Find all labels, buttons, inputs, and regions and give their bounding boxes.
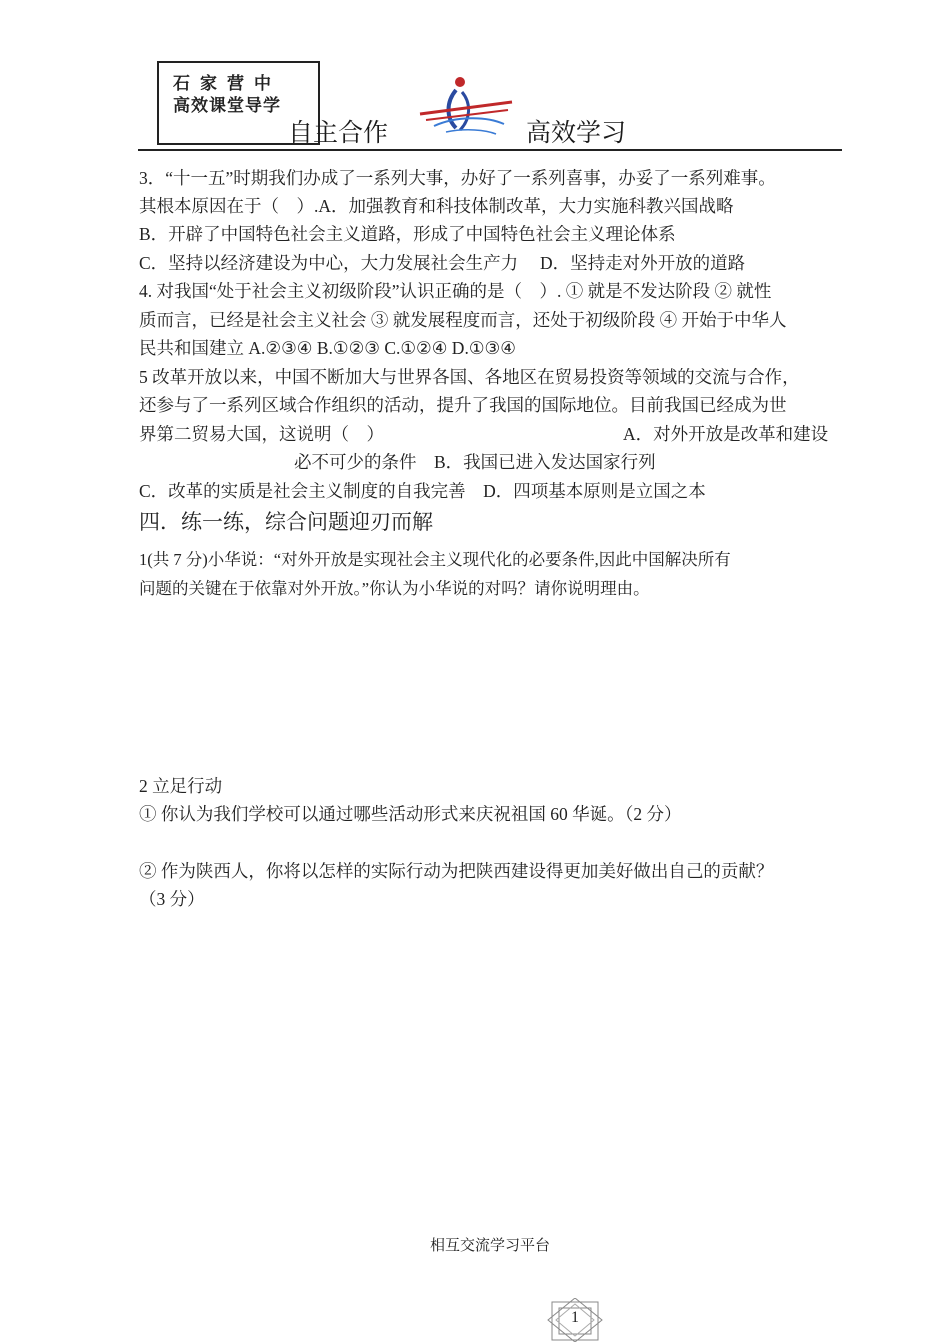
- item1-line-2: 问题的关键在于依靠对外开放。”你认为小华说的对吗？请你说明理由。: [139, 579, 650, 598]
- q4-line-3: 民共和国建立 A.②③④ B.①②③ C.①②④ D.①③④: [139, 338, 516, 358]
- q3-line-2: 其根本原因在于（ ）.A．加强教育和科技体制改革，大力实施科教兴国战略: [139, 196, 734, 216]
- q5-option-a-cont: 必不可少的条件 B．我国已进入发达国家行列: [294, 452, 656, 472]
- q4-line-2: 质而言，已经是社会主义社会 ③ 就发展程度而言，还处于初级阶段 ④ 开始于中华人: [139, 310, 787, 330]
- school-logo-icon: [416, 68, 516, 140]
- q5-line-3: 界第二贸易大国，这说明（ ）: [139, 424, 384, 444]
- page-number: 1: [571, 1309, 579, 1326]
- footer-text: 相互交流学习平台: [429, 1238, 550, 1254]
- section-title: 四．练一练，综合问题迎刃而解: [139, 510, 433, 534]
- item2-question-a: ① 你认为我们学校可以通过哪些活动形式来庆祝祖国 60 华诞。（2 分）: [139, 804, 682, 824]
- q3-option-b: B．开辟了中国特色社会主义道路，形成了中国特色社会主义理论体系: [139, 224, 676, 244]
- item1-line-1: 1(共 7 分)小华说：“对外开放是实现社会主义现代化的必要条件,因此中国解决所有: [139, 550, 731, 569]
- q4-line-1: 4. 对我国“处于社会主义初级阶段”认识正确的是（ ）. ① 就是不发达阶段 ② 就性: [139, 281, 772, 301]
- header-rule: [138, 149, 842, 151]
- item2-question-b-line-1: ② 作为陕西人，你将以怎样的实际行动为把陕西建设得更加美好做出自己的贡献？: [139, 861, 774, 881]
- course-name: 高效课堂导学: [173, 96, 281, 115]
- item2-title: 2 立足行动: [139, 776, 223, 796]
- q5-options-cd: C．改革的实质是社会主义制度的自我完善 D．四项基本原则是立国之本: [139, 481, 706, 501]
- slogan-left: 自主合作: [288, 118, 389, 147]
- page-number-badge: [546, 1298, 604, 1342]
- school-name: 石家营中: [173, 74, 281, 93]
- q5-option-a: A．对外开放是改革和建设: [623, 424, 829, 444]
- q3-options-cd: C．坚持以经济建设为中心，大力发展社会生产力 D．坚持走对外开放的道路: [139, 253, 746, 273]
- slogan-right: 高效学习: [526, 118, 627, 147]
- q5-line-2: 还参与了一系列区域合作组织的活动，提升了我国的国际地位。目前我国已经成为世: [139, 395, 787, 415]
- item2-question-b-line-2: （3 分）: [139, 889, 205, 909]
- q5-line-1: 5 改革开放以来，中国不断加大与世界各国、各地区在贸易投资等领域的交流与合作，: [139, 367, 800, 387]
- q3-line-1: 3．“十一五”时期我们办成了一系列大事，办好了一系列喜事，办妥了一系列难事。: [139, 168, 776, 188]
